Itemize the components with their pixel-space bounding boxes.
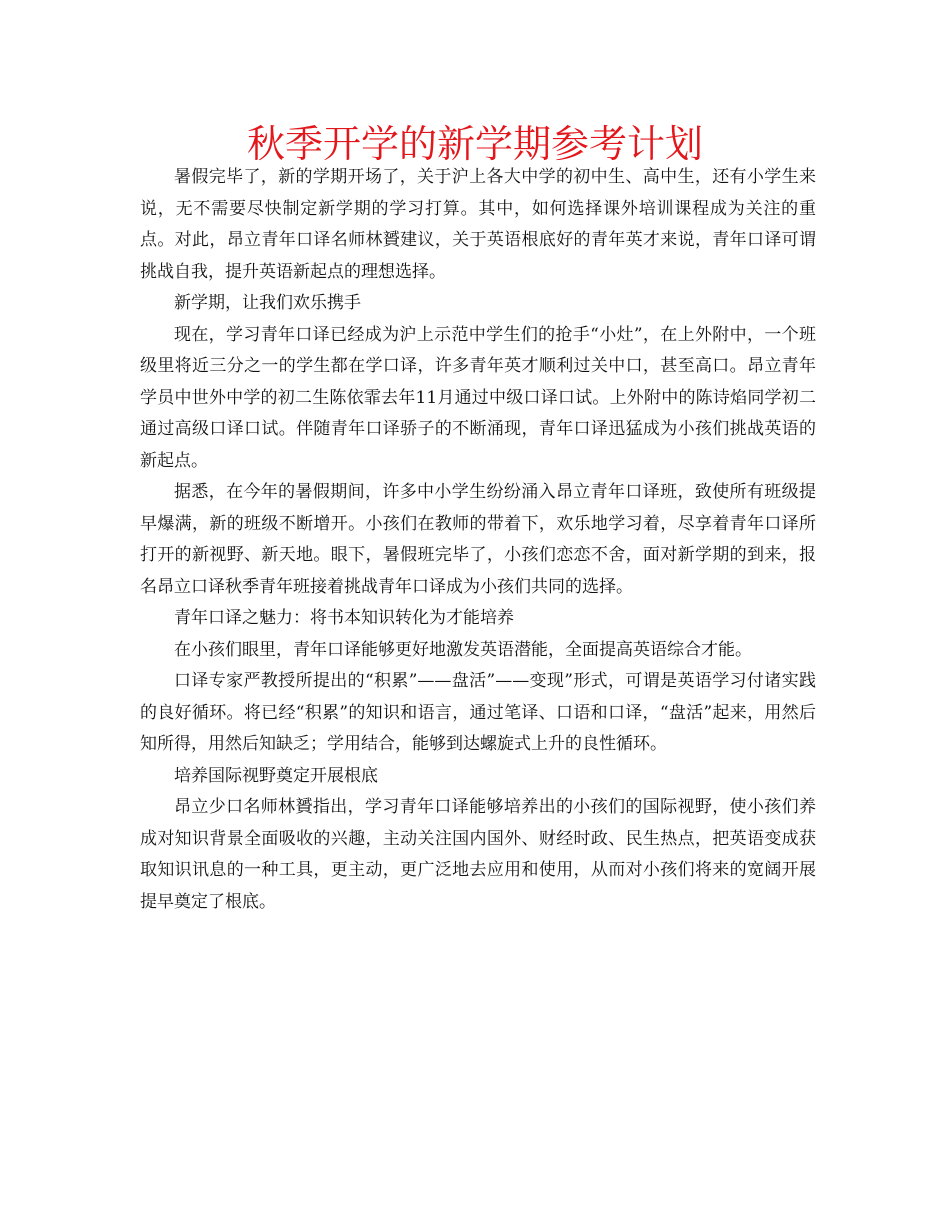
paragraph-intro: 暑假完毕了，新的学期开场了，关于沪上各大中学的初中生、高中生，还有小学生来说，无不需要尽快制定新学期的学习打算。其中，如何选择课外培训课程成为关注的重点。对此，昂立青年口译名师林贇建议，关于英语根底好的青年英才来说，青年口译可谓挑战自我，提升英语新起点的理想选择。: [140, 167, 816, 282]
paragraph-potential: 在小孩们眼里，青年口译能够更好地激发英语潜能，全面提高英语综合才能。: [174, 639, 752, 660]
paragraph-learning-cycle: 口译专家严教授所提出的“积累”——盘活”——变现”形式，可谓是英语学习付诸实践的良好循环。将已经“积累”的知识和语言，通过笔译、口语和口译，“盘活”起来，用然后知所得，用然后知缺乏；学用结合，能够到达螺旋式上升的良性循环。: [140, 671, 816, 754]
paragraph-summer-enrollment: 据悉，在今年的暑假期间，许多中小学生纷纷涌入昂立青年口译班，致使所有班级提早爆满，新的班级不断增开。小孩们在教师的带着下，欢乐地学习着，尽享着青年口译所打开的新视野、新天地。眼下，暑假班完毕了，小孩们恋恋不舍，面对新学期的到来，报名昂立口译秋季青年班接着挑战青年口译成为小孩们共同的选择。: [140, 482, 816, 597]
document-body: [140, 162, 816, 918]
document-title: 秋季开学的新学期参考计划: [246, 122, 703, 166]
section-heading-charm: 青年口译之魅力：将书本知识转化为才能培养: [174, 608, 514, 628]
paragraph-current-trend: 现在，学习青年口译已经成为沪上示范中学生们的抢手“小灶”，在上外附中，一个班级里将近三分之一的学生都在学口译，许多青年英才顺利过关中口，甚至高口。昂立青年学员中世外中学的初二生陈依霏去年11月通过中级口译口试。上外附中的陈诗焰同学初二通过高级口译口试。伴随青年口译骄子的不断涌现，青年口译迅猛成为小孩们挑战英语的新起点。: [140, 324, 816, 471]
section-heading-new-semester: 新学期，让我们欢乐携手: [174, 293, 361, 313]
section-heading-international-vision: 培养国际视野奠定开展根底: [174, 765, 378, 786]
paragraph-vision-foundation: 昂立少口名师林贇指出，学习青年口译能够培养出的小孩们的国际视野，使小孩们养成对知识背景全面吸收的兴趣，主动关注国内国外、财经时政、民生热点，把英语变成获取知识讯息的一种工具，更主动，更广泛地去应用和使用，从而对小孩们将来的宽阔开展提早奠定了根底。: [140, 797, 816, 912]
